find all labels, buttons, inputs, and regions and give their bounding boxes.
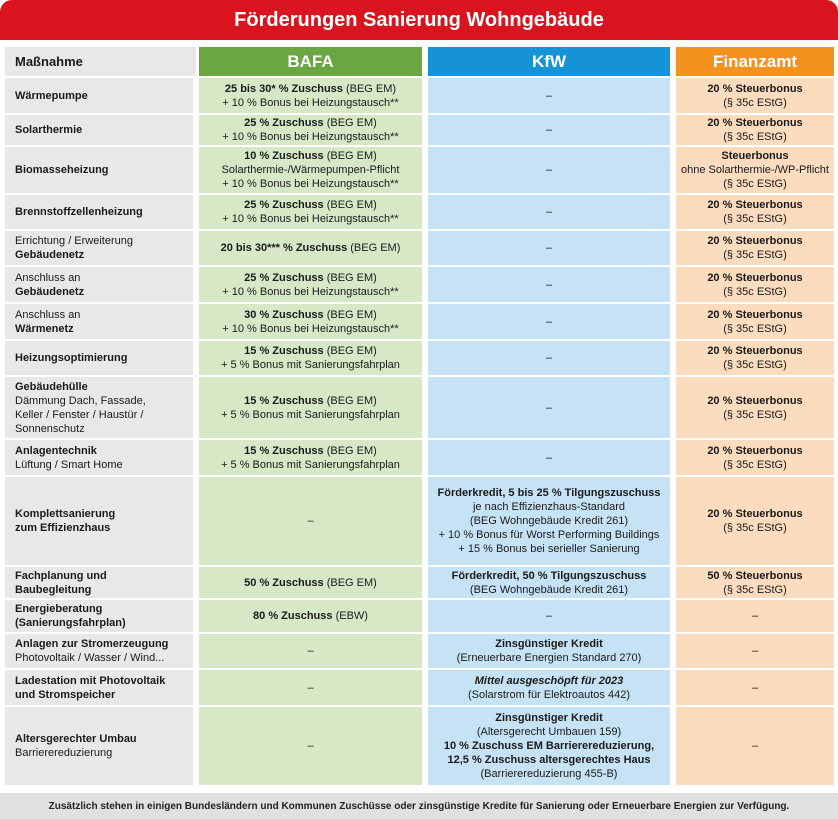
- table-row: [5, 266, 834, 303]
- cell-line: [546, 315, 552, 329]
- cell-line: [752, 644, 758, 658]
- table-row: [5, 566, 834, 599]
- cell-line: [723, 408, 787, 422]
- cell-text: (BEG EM): [323, 199, 377, 211]
- bafa-cell: [196, 566, 425, 599]
- cell-line: [253, 609, 368, 623]
- cell-text: –: [545, 610, 553, 622]
- cell-text: + 5 % Bonus mit Sanierungsfahrplan: [221, 458, 400, 471]
- kfw-cell: [425, 476, 673, 566]
- cell-line: [438, 486, 661, 500]
- cell-text: (BEG EM): [323, 150, 377, 162]
- finanzamt-cell: [673, 194, 834, 230]
- cell-text: 15 % Zuschuss: [244, 394, 324, 407]
- cell-text: 20 % Steuerbonus: [707, 345, 803, 357]
- massnahme-cell: [5, 146, 196, 194]
- cell-line: [546, 89, 552, 103]
- cell-line: Fachplanung und: [15, 569, 107, 582]
- massnahme-cell: [5, 376, 196, 439]
- kfw-cell: [425, 114, 673, 146]
- cell-line: [723, 285, 787, 299]
- finanzamt-cell: [673, 230, 834, 266]
- cell-line: [723, 583, 787, 597]
- table-row: [5, 476, 834, 566]
- kfw-cell: [425, 376, 673, 439]
- kfw-cell: [425, 706, 673, 786]
- massnahme-cell: [5, 669, 196, 706]
- cell-text: (Erneuerbare Energien Standard 270): [456, 652, 642, 664]
- cell-text: (BEG EM): [323, 117, 377, 129]
- table-row: [5, 706, 834, 786]
- cell-line: [546, 163, 552, 177]
- cell-text: –: [751, 740, 759, 752]
- cell-line: [723, 96, 787, 110]
- kfw-cell: [425, 439, 673, 476]
- cell-line: [307, 739, 313, 753]
- cell-text: 25 % Zuschuss: [244, 199, 324, 211]
- massnahme-cell: [5, 340, 196, 376]
- cell-text: (BEG Wohngebäude Kredit 261): [469, 515, 629, 527]
- cell-text: 50 % Zuschuss: [244, 576, 324, 589]
- cell-text: + 5 % Bonus mit Sanierungsfahrplan: [221, 408, 400, 421]
- cell-line: Anlagen zur Stromerzeugung: [15, 638, 169, 650]
- cell-text: –: [307, 681, 314, 694]
- kfw-cell: [425, 303, 673, 340]
- bafa-cell: [196, 146, 425, 194]
- cell-line: [546, 241, 552, 255]
- cell-line: [707, 116, 802, 130]
- cell-text: 20 % Steuerbonus: [707, 308, 803, 321]
- cell-line: Sonnenschutz: [15, 422, 85, 435]
- table-row: [5, 230, 834, 266]
- cell-text: (§ 35c EStG): [723, 285, 787, 298]
- cell-line: [225, 82, 396, 96]
- bafa-cell: [196, 194, 425, 230]
- cell-line: [752, 739, 758, 753]
- cell-text: 80 % Zuschuss: [253, 610, 333, 622]
- cell-line: Brennstoffzellenheizung: [15, 206, 143, 218]
- cell-line: [221, 408, 400, 422]
- cell-line: [244, 116, 377, 130]
- cell-line: Anschluss an: [15, 308, 81, 321]
- cell-line: [473, 500, 625, 514]
- cell-line: [723, 458, 787, 472]
- cell-line: und Stromspeicher: [15, 688, 116, 701]
- bafa-cell: [196, 476, 425, 566]
- cell-line: [723, 521, 787, 535]
- cell-text: je nach Effizienzhaus-Standard: [472, 501, 626, 513]
- cell-line: [244, 271, 377, 285]
- cell-line: [546, 401, 552, 415]
- cell-line: [222, 177, 398, 191]
- cell-line: [546, 123, 552, 137]
- cell-line: [470, 514, 628, 528]
- cell-line: [546, 205, 552, 219]
- bafa-cell: [196, 77, 425, 114]
- cell-text: –: [545, 242, 553, 254]
- cell-line: [244, 198, 377, 212]
- cell-text: (Barrierereduzierung 455-B): [480, 768, 618, 780]
- cell-line: [439, 528, 660, 542]
- finanzamt-cell: [673, 633, 834, 669]
- cell-line: [707, 271, 802, 285]
- funding-table: [5, 46, 834, 786]
- cell-line: Solarthermie: [15, 124, 83, 136]
- cell-line: [221, 358, 400, 372]
- footer-note: Zusätzlich stehen in einigen Bundesländern und Kommunen Zuschüsse oder zinsgünstige Kredite für Sanierung oder Erneuerbare Energien zur Verfügung.: [0, 793, 838, 819]
- cell-line: [546, 351, 552, 365]
- cell-line: [244, 576, 377, 590]
- cell-text: –: [545, 315, 553, 328]
- cell-text: Förderkredit, 5 bis 25 % Tilgungszuschuss: [437, 487, 661, 499]
- cell-line: Anlagentechnik: [15, 444, 97, 457]
- finanzamt-cell: [673, 146, 834, 194]
- cell-line: Barrierereduzierung: [15, 747, 113, 759]
- cell-line: [723, 248, 787, 262]
- cell-line: [495, 711, 603, 725]
- cell-line: Errichtung / Erweiterung: [15, 235, 133, 247]
- cell-text: 10 % Zuschuss: [244, 150, 324, 162]
- cell-line: [681, 163, 829, 177]
- cell-line: [707, 444, 802, 458]
- cell-text: (BEG EM): [323, 345, 377, 357]
- cell-text: –: [751, 645, 759, 657]
- finanzamt-cell: [673, 340, 834, 376]
- cell-text: (§ 35c EStG): [723, 583, 787, 596]
- cell-line: [721, 149, 788, 163]
- bafa-cell: [196, 669, 425, 706]
- cell-text: (EBW): [332, 610, 368, 622]
- cell-text: –: [545, 352, 553, 364]
- cell-text: 20 % Steuerbonus: [707, 394, 803, 407]
- cell-line: [458, 542, 639, 556]
- cell-line: [222, 163, 400, 177]
- cell-text: 50 % Steuerbonus: [707, 569, 803, 582]
- cell-text: Mittel ausgeschöpft für 2023: [474, 674, 624, 687]
- massnahme-cell: [5, 599, 196, 633]
- finanzamt-cell: [673, 77, 834, 114]
- cell-text: –: [307, 515, 314, 527]
- header-row: [5, 46, 834, 77]
- cell-text: (BEG EM): [323, 394, 377, 407]
- cell-line: [444, 739, 654, 753]
- massnahme-cell: [5, 266, 196, 303]
- cell-text: (§ 35c EStG): [723, 249, 787, 261]
- kfw-cell: [425, 669, 673, 706]
- bafa-cell: [196, 439, 425, 476]
- cell-text: (§ 35c EStG): [723, 359, 787, 371]
- cell-line: [723, 177, 787, 191]
- massnahme-cell: [5, 303, 196, 340]
- table-row: [5, 114, 834, 146]
- cell-text: + 10 % Bonus bei Heizungstausch**: [222, 178, 399, 190]
- finanzamt-cell: [673, 266, 834, 303]
- cell-line: [222, 212, 398, 226]
- cell-text: –: [545, 401, 553, 414]
- cell-line: [221, 241, 401, 255]
- table-row: [5, 340, 834, 376]
- cell-line: [475, 674, 624, 688]
- cell-line: [244, 308, 377, 322]
- cell-text: –: [545, 164, 553, 176]
- page-title: Förderungen Sanierung Wohngebäude: [0, 0, 838, 40]
- kfw-cell: [425, 146, 673, 194]
- cell-text: (§ 35c EStG): [723, 322, 787, 335]
- cell-line: Dämmung Dach, Fassade,: [15, 394, 146, 407]
- cell-text: Zinsgünstiger Kredit: [495, 712, 603, 724]
- cell-line: [752, 681, 758, 695]
- cell-line: [222, 96, 398, 110]
- cell-text: + 10 % Bonus bei Heizungstausch**: [222, 96, 399, 109]
- cell-text: + 10 % Bonus bei Heizungstausch**: [222, 213, 399, 225]
- cell-line: [723, 212, 787, 226]
- cell-text: 30 % Zuschuss: [244, 308, 324, 321]
- table-row: [5, 194, 834, 230]
- cell-text: (Altersgerecht Umbauen 159): [476, 726, 622, 738]
- cell-line: [457, 651, 642, 665]
- bafa-cell: [196, 230, 425, 266]
- cell-line: [546, 451, 552, 465]
- bafa-cell: [196, 599, 425, 633]
- cell-line: Wärmenetz: [15, 322, 74, 335]
- cell-text: + 15 % Bonus bei serieller Sanierung: [458, 543, 640, 555]
- finanzamt-cell: [673, 476, 834, 566]
- massnahme-cell: [5, 476, 196, 566]
- cell-line: Photovoltaik / Wasser / Wind...: [15, 652, 165, 664]
- finanzamt-cell: [673, 599, 834, 633]
- finanzamt-cell: [673, 439, 834, 476]
- cell-line: Keller / Fenster / Haustür /: [15, 408, 144, 421]
- cell-text: 20 % Steuerbonus: [707, 117, 803, 129]
- cell-text: 25 bis 30* % Zuschuss: [224, 82, 343, 95]
- cell-line: Gebäudenetz: [15, 249, 85, 261]
- cell-line: [470, 583, 628, 597]
- cell-line: [707, 569, 802, 583]
- cell-line: Gebäudenetz: [15, 285, 85, 298]
- cell-text: –: [307, 740, 314, 752]
- cell-line: [707, 82, 802, 96]
- cell-line: [307, 514, 313, 528]
- cell-line: [707, 507, 802, 521]
- cell-text: (§ 35c EStG): [723, 213, 787, 225]
- cell-text: 20 bis 30*** % Zuschuss: [220, 242, 348, 254]
- cell-line: Anschluss an: [15, 271, 81, 284]
- cell-text: (BEG EM): [323, 271, 377, 284]
- cell-line: Gebäudehülle: [15, 380, 88, 393]
- cell-text: 20 % Steuerbonus: [707, 199, 803, 211]
- finanzamt-cell: [673, 303, 834, 340]
- cell-text: 20 % Steuerbonus: [707, 444, 803, 457]
- finanzamt-cell: [673, 114, 834, 146]
- cell-text: 20 % Steuerbonus: [707, 82, 803, 95]
- cell-line: [707, 234, 802, 248]
- cell-line: [707, 394, 802, 408]
- cell-text: –: [545, 89, 553, 102]
- kfw-cell: [425, 340, 673, 376]
- cell-text: 25 % Zuschuss: [244, 117, 324, 129]
- cell-text: 20 % Steuerbonus: [707, 508, 803, 520]
- massnahme-cell: [5, 633, 196, 669]
- cell-line: [307, 681, 313, 695]
- cell-text: + 10 % Bonus bei Heizungstausch**: [222, 131, 399, 143]
- table-row: [5, 599, 834, 633]
- cell-line: [221, 458, 400, 472]
- cell-line: [546, 278, 552, 292]
- cell-line: Lüftung / Smart Home: [15, 458, 123, 471]
- cell-text: (BEG EM): [323, 444, 377, 457]
- cell-text: (BEG Wohngebäude Kredit 261): [469, 583, 629, 596]
- kfw-cell: [425, 599, 673, 633]
- cell-text: 20 % Steuerbonus: [707, 271, 803, 284]
- massnahme-cell: [5, 194, 196, 230]
- cell-text: (§ 35c EStG): [723, 522, 787, 534]
- cell-line: [707, 198, 802, 212]
- cell-text: 15 % Zuschuss: [244, 345, 324, 357]
- finanzamt-cell: [673, 669, 834, 706]
- cell-line: Energieberatung: [15, 603, 103, 615]
- cell-text: + 10 % Bonus für Worst Performing Buildings: [438, 529, 660, 541]
- cell-text: (§ 35c EStG): [723, 96, 787, 109]
- cell-text: Solarthermie-/Wärmepumpen-Pflicht: [221, 164, 400, 176]
- header-kfw: KfW: [425, 46, 673, 77]
- cell-text: (§ 35c EStG): [723, 131, 787, 143]
- cell-text: 12,5 % Zuschuss altersgerechtes Haus: [447, 754, 651, 766]
- cell-text: (Solarstrom für Elektroautos 442): [467, 688, 630, 701]
- cell-text: 25 % Zuschuss: [244, 271, 324, 284]
- cell-line: [244, 394, 377, 408]
- header-massnahme: Maßnahme: [5, 46, 196, 77]
- massnahme-cell: [5, 114, 196, 146]
- cell-text: –: [307, 645, 314, 657]
- cell-line: [477, 725, 621, 739]
- cell-line: [707, 308, 802, 322]
- cell-text: (§ 35c EStG): [723, 408, 787, 421]
- header-bafa: BAFA: [196, 46, 425, 77]
- header-finanzamt: Finanzamt: [673, 46, 834, 77]
- kfw-cell: [425, 194, 673, 230]
- cell-line: zum Effizienzhaus: [15, 522, 111, 534]
- massnahme-cell: [5, 706, 196, 786]
- kfw-cell: [425, 633, 673, 669]
- table-row: [5, 146, 834, 194]
- cell-line: [448, 753, 651, 767]
- cell-line: [307, 644, 313, 658]
- cell-line: [481, 767, 618, 781]
- cell-text: –: [545, 451, 553, 464]
- bafa-cell: [196, 706, 425, 786]
- bafa-cell: [196, 633, 425, 669]
- massnahme-cell: [5, 230, 196, 266]
- cell-text: (BEG EM): [323, 308, 377, 321]
- cell-line: Heizungsoptimierung: [15, 352, 128, 364]
- cell-text: Steuerbonus: [721, 150, 789, 162]
- cell-text: –: [751, 681, 759, 694]
- finanzamt-cell: [673, 566, 834, 599]
- cell-text: Förderkredit, 50 % Tilgungszuschuss: [451, 569, 647, 582]
- cell-line: [222, 285, 398, 299]
- cell-line: Komplettsanierung: [15, 508, 116, 520]
- cell-line: [222, 130, 398, 144]
- cell-line: (Sanierungsfahrplan): [15, 617, 126, 629]
- cell-line: [723, 358, 787, 372]
- cell-text: + 5 % Bonus mit Sanierungsfahrplan: [221, 359, 400, 371]
- cell-text: + 10 % Bonus bei Heizungstausch**: [222, 322, 399, 335]
- table-row: [5, 439, 834, 476]
- cell-line: Altersgerechter Umbau: [15, 733, 137, 745]
- cell-line: [222, 322, 398, 336]
- massnahme-cell: [5, 439, 196, 476]
- cell-line: [452, 569, 647, 583]
- cell-line: [723, 322, 787, 336]
- bafa-cell: [196, 340, 425, 376]
- table-row: [5, 303, 834, 340]
- cell-line: Wärmepumpe: [15, 89, 88, 102]
- bafa-cell: [196, 266, 425, 303]
- cell-line: [495, 637, 603, 651]
- bafa-cell: [196, 303, 425, 340]
- cell-text: (BEG EM): [323, 576, 377, 589]
- massnahme-cell: [5, 566, 196, 599]
- cell-text: –: [545, 206, 553, 218]
- cell-line: [244, 344, 377, 358]
- cell-line: [707, 344, 802, 358]
- cell-text: (BEG EM): [347, 242, 401, 254]
- cell-line: [244, 444, 377, 458]
- table-row: [5, 77, 834, 114]
- cell-line: [244, 149, 377, 163]
- table-row: [5, 376, 834, 439]
- table-row: [5, 669, 834, 706]
- cell-text: –: [751, 610, 759, 622]
- finanzamt-cell: [673, 706, 834, 786]
- kfw-cell: [425, 77, 673, 114]
- bafa-cell: [196, 376, 425, 439]
- kfw-cell: [425, 566, 673, 599]
- cell-line: [546, 609, 552, 623]
- cell-text: ohne Solarthermie-/WP-Pflicht: [681, 164, 829, 176]
- cell-text: 15 % Zuschuss: [244, 444, 324, 457]
- cell-line: [723, 130, 787, 144]
- massnahme-cell: [5, 77, 196, 114]
- cell-text: 20 % Steuerbonus: [707, 235, 803, 247]
- cell-text: 10 % Zuschuss EM Barrierereduzierung,: [443, 740, 655, 752]
- cell-text: –: [545, 124, 553, 136]
- cell-line: Baubegleitung: [15, 583, 92, 596]
- cell-text: (BEG EM): [342, 82, 397, 95]
- cell-text: (§ 35c EStG): [723, 178, 787, 190]
- cell-text: + 10 % Bonus bei Heizungstausch**: [222, 285, 399, 298]
- cell-line: Biomasseheizung: [15, 164, 109, 176]
- kfw-cell: [425, 266, 673, 303]
- finanzamt-cell: [673, 376, 834, 439]
- cell-text: (§ 35c EStG): [723, 458, 787, 471]
- cell-line: Ladestation mit Photovoltaik: [15, 674, 166, 687]
- cell-text: –: [545, 278, 553, 291]
- cell-line: [752, 609, 758, 623]
- cell-line: [468, 688, 630, 702]
- kfw-cell: [425, 230, 673, 266]
- bafa-cell: [196, 114, 425, 146]
- table-row: [5, 633, 834, 669]
- cell-text: Zinsgünstiger Kredit: [495, 638, 603, 650]
